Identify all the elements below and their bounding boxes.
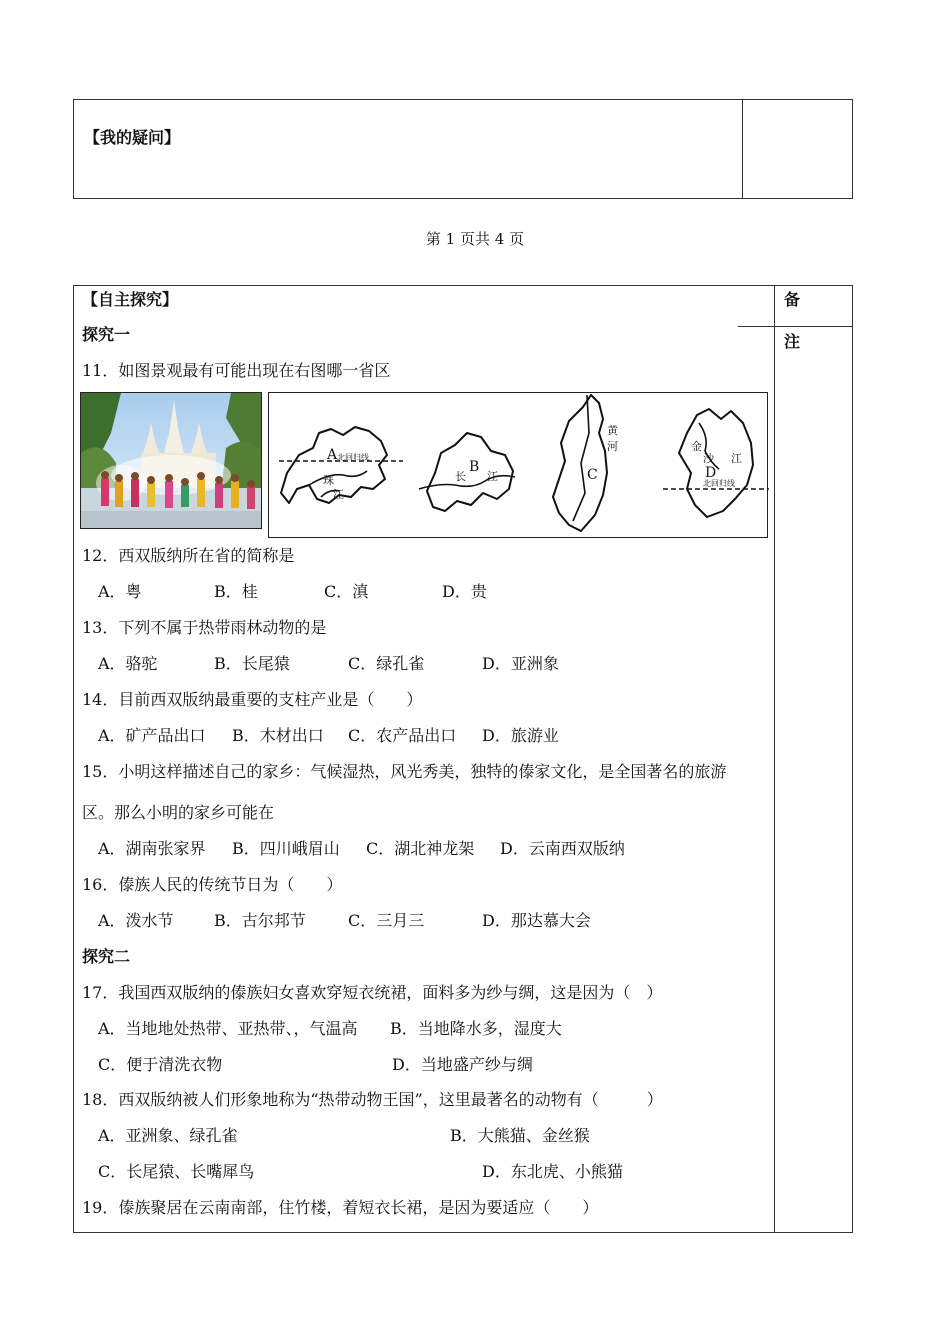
map-label-a: A bbox=[327, 447, 338, 463]
q14-option-d: D．旅游业 bbox=[482, 726, 559, 745]
q15-option-a: A．湖南张家界 bbox=[98, 839, 206, 858]
notes-header-rule bbox=[738, 326, 853, 327]
q13-option-a: A．骆驼 bbox=[98, 654, 158, 673]
map-river-c2: 河 bbox=[607, 440, 618, 453]
q17-option-a: A．当地地处热带、亚热带、，气温高 bbox=[98, 1019, 358, 1038]
question-11: 11．如图景观最有可能出现在右图哪一省区 bbox=[82, 361, 391, 380]
map-river-d3: 江 bbox=[731, 452, 742, 465]
q18-option-b: B．大熊猫、金丝猴 bbox=[450, 1126, 590, 1145]
map-label-b: B bbox=[469, 459, 480, 475]
page-number: 第 1 页共 4 页 bbox=[425, 230, 525, 248]
map-label-d: D bbox=[705, 465, 717, 481]
q14-option-a: A．矿产品出口 bbox=[98, 726, 206, 745]
explore-heading: 【自主探究】 bbox=[82, 290, 179, 309]
q14-option-b: B．木材出口 bbox=[232, 726, 324, 745]
question-16: 16．傣族人民的传统节日为（ ） bbox=[82, 875, 343, 894]
explore-two-heading: 探究二 bbox=[82, 947, 131, 966]
q15-option-c: C．湖北神龙架 bbox=[366, 839, 475, 858]
explore-one-heading: 探究一 bbox=[82, 325, 131, 344]
question-15-line-2: 区。那么小明的家乡可能在 bbox=[82, 803, 275, 822]
question-14: 14．目前西双版纳最重要的支柱产业是（ ） bbox=[82, 690, 423, 709]
question-18: 18．西双版纳被人们形象地称为“热带动物王国”，这里最著名的动物有（ ） bbox=[82, 1090, 663, 1109]
q15-option-d: D．云南西双版纳 bbox=[500, 839, 625, 858]
map-river-a1: 珠 bbox=[323, 474, 334, 487]
q17-option-b: B．当地降水多，湿度大 bbox=[390, 1019, 562, 1038]
question-13: 13．下列不属于热带雨林动物的是 bbox=[82, 618, 327, 637]
q13-option-b: B．长尾猿 bbox=[214, 654, 290, 673]
q16-option-d: D．那达慕大会 bbox=[482, 911, 591, 930]
question-table-divider bbox=[742, 99, 743, 199]
map-tropic-d: 北回归线 bbox=[703, 479, 735, 488]
q12-option-c: C．滇 bbox=[324, 582, 369, 601]
province-maps bbox=[268, 392, 768, 538]
question-12: 12．西双版纳所在省的简称是 bbox=[82, 546, 295, 565]
map-river-b2: 江 bbox=[487, 470, 498, 483]
q16-option-b: B．古尔邦节 bbox=[214, 911, 306, 930]
map-label-c: C bbox=[587, 467, 598, 483]
question-table bbox=[73, 99, 853, 199]
q18-option-a: A．亚洲象、绿孔雀 bbox=[98, 1126, 238, 1145]
question-19: 19．傣族聚居在云南南部，住竹楼，着短衣长裙，是因为要适应（ ） bbox=[82, 1198, 599, 1217]
q15-option-b: B．四川峨眉山 bbox=[232, 839, 340, 858]
q12-option-d: D．贵 bbox=[442, 582, 487, 601]
map-river-b1: 长 bbox=[455, 470, 466, 483]
q16-option-c: C．三月三 bbox=[348, 911, 425, 930]
explore-table-divider bbox=[774, 285, 775, 1233]
q12-option-b: B．桂 bbox=[214, 582, 258, 601]
q13-option-d: D．亚洲象 bbox=[482, 654, 559, 673]
q17-option-c: C．便于清洗衣物 bbox=[98, 1055, 223, 1074]
map-tropic-a: 北回归线 bbox=[337, 453, 369, 462]
notes-label-1: 备 bbox=[784, 290, 801, 309]
q17-option-d: D．当地盛产纱与绸 bbox=[392, 1055, 533, 1074]
q14-option-c: C．农产品出口 bbox=[348, 726, 457, 745]
map-river-a2: 江 bbox=[333, 488, 344, 501]
map-river-d1: 金 bbox=[691, 440, 702, 453]
question-15-line-1: 15．小明这样描述自己的家乡：气候湿热，风光秀美，独特的傣家文化，是全国著名的旅游 bbox=[82, 762, 727, 781]
q16-option-a: A．泼水节 bbox=[98, 911, 174, 930]
my-questions-heading: 【我的疑问】 bbox=[84, 128, 181, 147]
q12-option-a: A．粤 bbox=[98, 582, 142, 601]
map-river-c1: 黄 bbox=[607, 424, 618, 437]
q18-option-c: C．长尾猿、长嘴犀鸟 bbox=[98, 1162, 255, 1181]
q18-option-d: D．东北虎、小熊猫 bbox=[482, 1162, 623, 1181]
notes-label-2: 注 bbox=[784, 332, 801, 351]
question-17: 17．我国西双版纳的傣族妇女喜欢穿短衣统裙，面料多为纱与绸，这是因为（ ） bbox=[82, 983, 663, 1002]
water-festival-photo bbox=[80, 392, 262, 529]
map-river-d2: 沙 bbox=[703, 452, 714, 465]
q13-option-c: C．绿孔雀 bbox=[348, 654, 425, 673]
